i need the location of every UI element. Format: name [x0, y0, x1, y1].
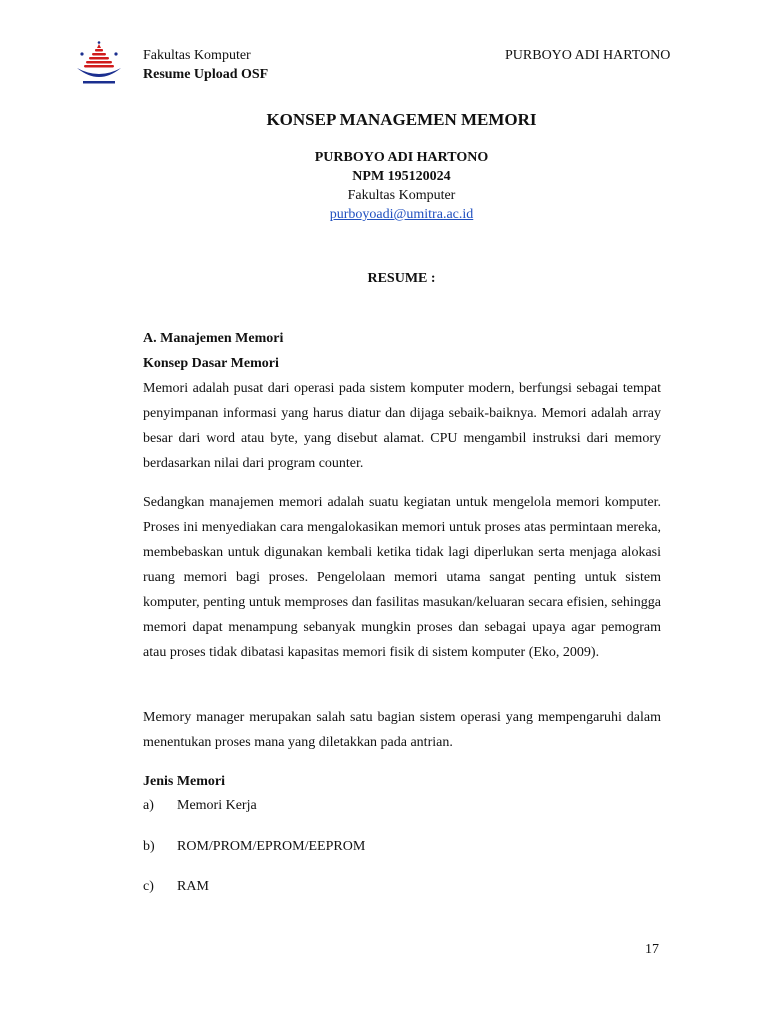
author-faculty: Fakultas Komputer — [347, 188, 456, 203]
author-block — [0, 148, 768, 224]
paragraph-2-wrap — [143, 490, 661, 665]
jenis-memori-section — [143, 769, 661, 794]
resume-heading: RESUME : — [367, 271, 436, 286]
paragraph-2: Sedangkan manajemen memori adalah suatu kegiatan untuk mengelola memori komputer. Proses ini menyediakan cara mengalokasikan memori untuk proses atas permintaan mereka, membebaskan untuk digunakan kembali ketika tidak lagi diperlukan serta menjaga alokasi ruang memori bagi proses. Pengelolaan memori utama sangat penting untuk sistem komputer, penting untuk memproses dan fasilitas masukan/keluaran secara efisien, sehingga memori dapat menampung sebanyak mungkin proses dan sebagai upaya agar pemogram atau proses tidak dibatasi kapasitas memori fisik di sistem komputer (Eko, 2009). — [143, 495, 661, 660]
list-marker: b) — [143, 839, 155, 854]
list-item — [143, 839, 365, 855]
page-number: 17 — [645, 942, 659, 957]
list-item — [143, 798, 257, 814]
header-doc-type: Resume Upload OSF — [143, 67, 269, 82]
header-left — [143, 46, 268, 84]
section-a-subheading: Konsep Dasar Memori — [143, 356, 279, 371]
author-name: PURBOYO ADI HARTONO — [314, 150, 489, 165]
document-title: KONSEP MANAGEMEN MEMORI — [266, 110, 537, 129]
paragraph-1: Memori adalah pusat dari operasi pada sistem komputer modern, berfungsi sebagai tempat penyimpanan informasi yang harus diatur dan dijaga sebaik-baiknya. Memori adalah array besar dari word atau byte, yang disebut alamat. CPU mengambil instruksi dari memory berdasarkan nilai dari program counter. — [143, 381, 661, 471]
author-npm: NPM 195120024 — [352, 169, 451, 184]
author-email-link[interactable]: purboyoadi@umitra.ac.id — [329, 207, 474, 222]
list-item — [143, 879, 209, 895]
list-text: Memori Kerja — [177, 798, 257, 813]
paragraph-3: Memory manager merupakan salah satu bagian sistem operasi yang mempengaruhi dalam menentukan proses mana yang diletakkan pada antrian. — [143, 710, 661, 750]
jenis-memori-heading: Jenis Memori — [143, 774, 226, 789]
paragraph-3-wrap — [143, 705, 661, 755]
list-text: ROM/PROM/EPROM/EEPROM — [177, 839, 366, 854]
header-author: PURBOYO ADI HARTONO — [505, 48, 671, 63]
list-marker: a) — [143, 798, 154, 813]
university-logo — [74, 40, 124, 86]
section-a — [143, 326, 661, 476]
section-a-heading: A. Manajemen Memori — [143, 331, 284, 346]
header-faculty: Fakultas Komputer — [143, 48, 251, 63]
list-text: RAM — [177, 879, 209, 894]
list-marker: c) — [143, 879, 154, 894]
